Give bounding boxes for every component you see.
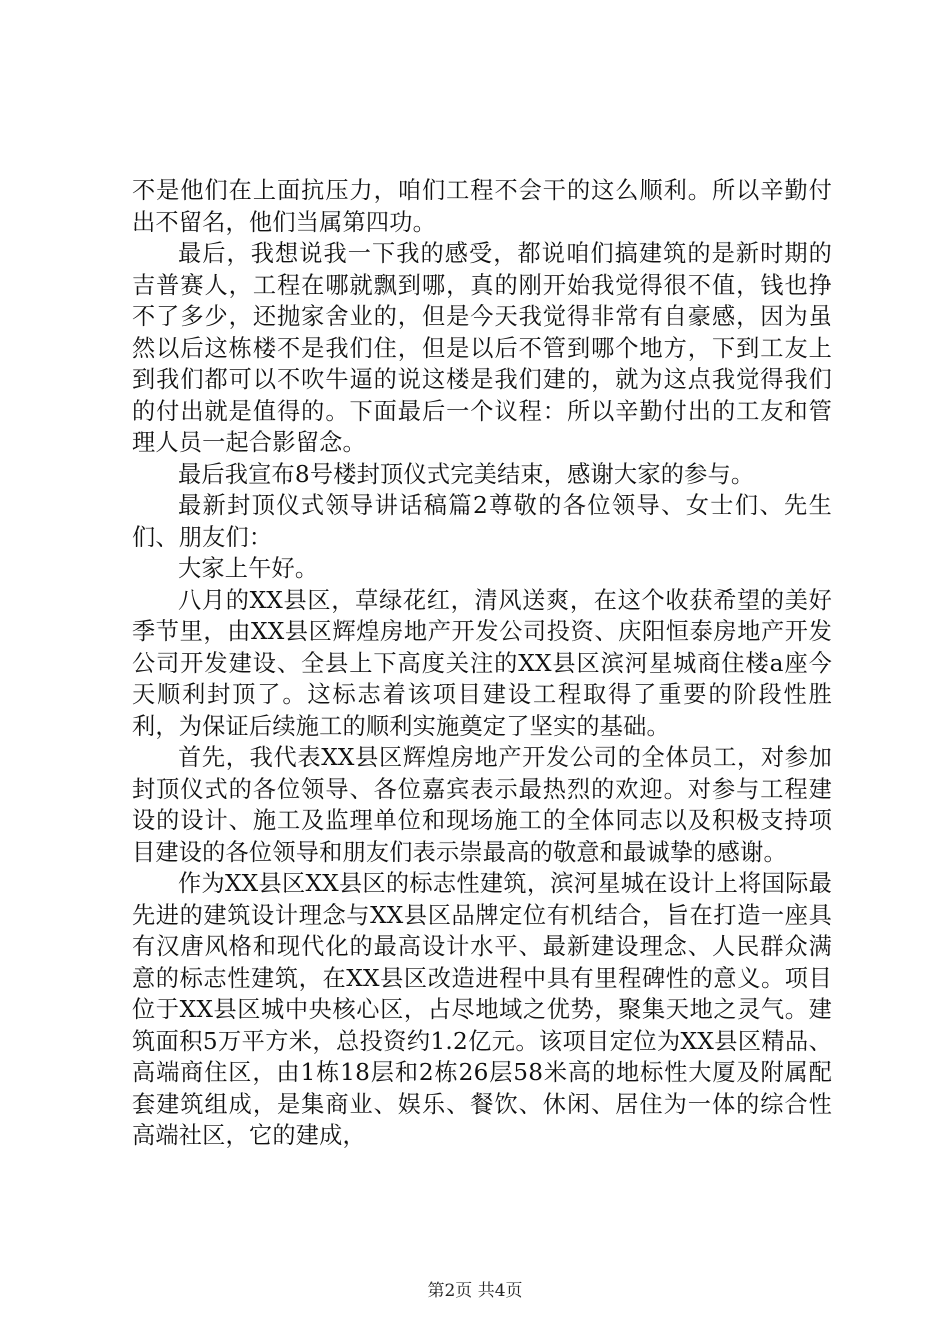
paragraph: 不是他们在上面抗压力，咱们工程不会干的这么顺利。所以辛勤付出不留名，他们当属第四功。 xyxy=(132,177,832,236)
document-body xyxy=(132,175,832,1152)
page-number-footer: 第2页 共4页 xyxy=(427,1281,523,1301)
paragraph: 作为XX县区XX县区的标志性建筑，滨河星城在设计上将国际最先进的建筑设计理念与XX县区品牌定位有机结合，旨在打造一座具有汉唐风格和现代化的最高设计水平、最新建设理念、人民群众满意的标志性建筑，在XX县区改造进程中具有里程碑性的意义。项目位于XX县区城中央核心区，占尽地域之优势，聚集天地之灵气。建筑面积5万平方米，总投资约1.2亿元。该项目定位为XX县区精品、高端商住区，由1栋18层和2栋26层58米高的地标性大厦及附属配套建筑组成，是集商业、娱乐、餐饮、休闲、居住为一体的综合性高端社区，它的建成， xyxy=(132,870,832,1149)
paragraph: 八月的XX县区，草绿花红，清风送爽，在这个收获希望的美好季节里，由XX县区辉煌房地产开发公司投资、庆阳恒泰房地产开发公司开发建设、全县上下高度关注的XX县区滨河星城商住楼a座今天顺利封顶了。这标志着该项目建设工程取得了重要的阶段性胜利，为保证后续施工的顺利实施奠定了坚实的基础。 xyxy=(132,586,832,740)
paragraph: 首先，我代表XX县区辉煌房地产开发公司的全体员工，对参加封顶仪式的各位领导、各位嘉宾表示最热烈的欢迎。对参与工程建设的设计、施工及监理单位和现场施工的全体同志以及积极支持项目建设的各位领导和朋友们表示崇最高的敬意和最诚挚的感谢。 xyxy=(132,744,832,866)
paragraph: 最新封顶仪式领导讲话稿篇2尊敬的各位领导、女士们、先生们、朋友们： xyxy=(132,492,832,551)
paragraph: 最后我宣布8号楼封顶仪式完美结束，感谢大家的参与。 xyxy=(178,460,755,488)
paragraph: 大家上午好。 xyxy=(178,555,319,582)
paragraph: 最后，我想说我一下我的感受，都说咱们搞建筑的是新时期的吉普赛人，工程在哪就飘到哪，真的刚开始我觉得很不值，钱也挣不了多少，还抛家舍业的，但是今天我觉得非常有自豪感，因为虽然以后这栋楼不是我们住，但是以后不管到哪个地方，下到工友上到我们都可以不吹牛逼的说这楼是我们建的，就为这点我觉得我们的付出就是值得的。下面最后一个议程：所以辛勤付出的工友和管理人员一起合影留念。 xyxy=(132,240,832,456)
